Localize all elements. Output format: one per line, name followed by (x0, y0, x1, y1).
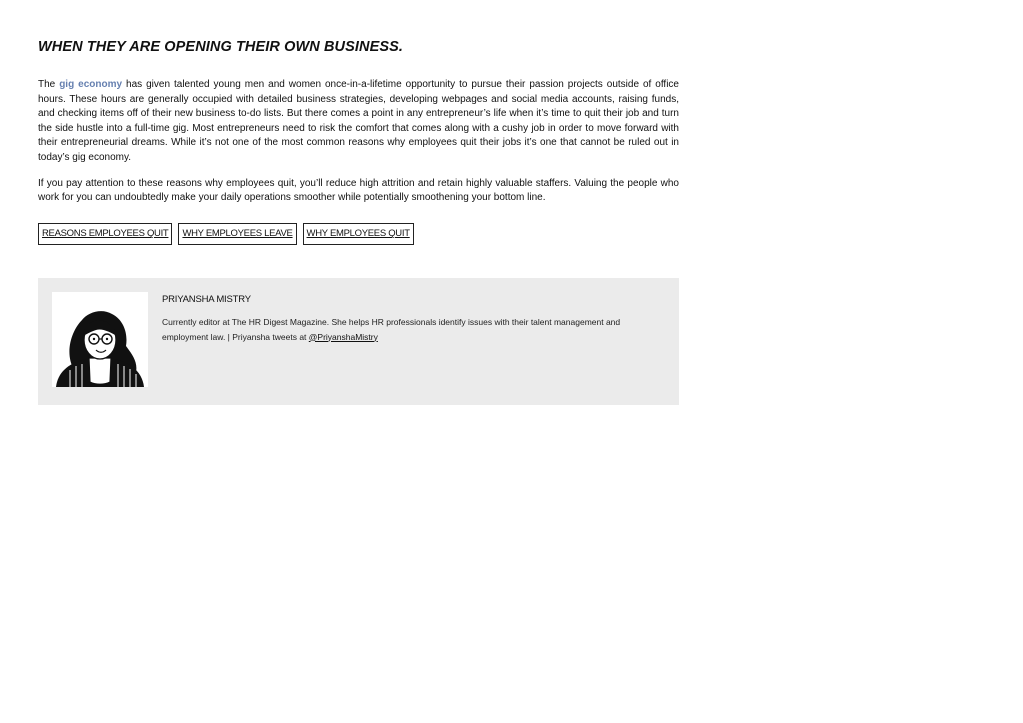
paragraph-conclusion: If you pay attention to these reasons why employees quit, you’ll reduce high attrition and retain highly valuable staffers. Valuing the people who work for you can undoubtedly make your daily operations smoother while potentially smoothening your bottom line. (38, 177, 679, 204)
author-twitter-link[interactable]: @PriyanshaMistry (308, 331, 378, 342)
tag-list (38, 223, 679, 245)
article-body (38, 0, 679, 245)
tag-reasons-employees-quit[interactable]: REASONS EMPLOYEES QUIT (38, 223, 172, 245)
paragraph-text: has given talented young men and women once-in-a-lifetime opportunity to pursue their passion projects outside of office hours. These hours are generally occupied with detailed business strategies, developing webpages and social media accounts, raising funds, and checking items off of their new business to-do lists. But there comes a point in any entrepreneur’s life when it’s time to quit their job and turn the side hustle into a full-time gig. Most entrepreneurs need to risk the comfort that comes along with a cushy job in order to move forward with their entrepreneurial dreams. While it’s not one of the most common reasons why employees quit their jobs it’s one that cannot be ruled out in today’s gig economy. (38, 79, 679, 163)
woman-with-glasses-illustration-icon (52, 292, 148, 387)
gig-economy-link[interactable]: gig economy (59, 79, 123, 90)
tag-why-employees-quit[interactable]: WHY EMPLOYEES QUIT (303, 223, 414, 245)
author-box (38, 278, 679, 405)
author-avatar (52, 292, 148, 387)
paragraph-gig-economy (38, 78, 679, 166)
tag-why-employees-leave[interactable]: WHY EMPLOYEES LEAVE (178, 223, 296, 245)
author-bio-text: Currently editor at The HR Digest Magazine. She helps HR professionals identify issues with their talent management and employment law. | Priyansha tweets at (162, 317, 621, 342)
paragraph-text: The (38, 79, 60, 90)
section-heading: WHEN THEY ARE OPENING THEIR OWN BUSINESS. (38, 39, 404, 55)
author-bio (162, 315, 662, 344)
author-name: PRIYANSHA MISTRY (162, 294, 251, 305)
